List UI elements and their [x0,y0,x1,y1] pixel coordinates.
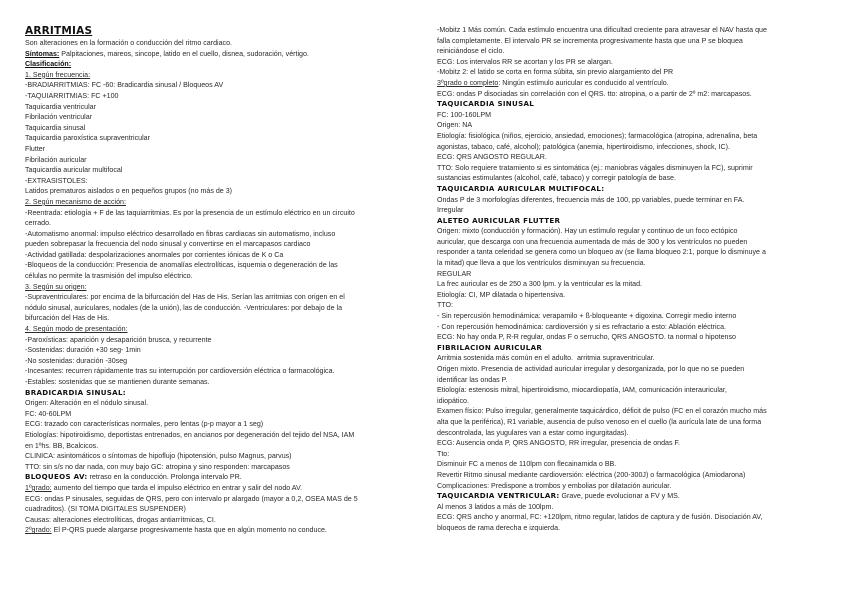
list-item: ECG: ondas P sinusales, seguidas de QRS, pero con intervalo pr alargado (mayor a 0,2, OSEA MAS de 5 [25,494,358,503]
intro-text: Son alteraciones en la formación o conducción del ritmo cardiaco. [25,39,233,47]
list-item: Disminuir FC a menos de 110lpm con flecainamida o BB. [437,460,617,469]
list-item: Taquicardia paroxística supraventricular [25,134,150,143]
list-item: sustancias estimulantes (alcohol, café, tabaco) y corregir patología de base. [437,174,676,183]
tam-heading: TAQUICARDIA AURICULAR MULTIFOCAL: [437,183,605,193]
fa-list [437,353,827,491]
flutter-heading: ALETEO AURICULAR FLUTTER [437,215,561,225]
list-item: Origen: mixto (conducción y formación). Hay un estímulo regular y continuo de un foco ectópico [437,227,738,236]
list-item: Ondas P de 3 morfologías diferentes, frecuencia más de 100, pp variables, puede terminar en FA. [437,195,745,204]
list-item: Flutter [25,144,46,153]
fa-heading: FIBRILACION AURICULAR [437,342,543,352]
av-heading-line [25,472,413,483]
list-item: CLINICA: asintomáticos o síntomas de hipoflujo (hipotensión, pulso Magnus, parvus) [25,452,292,461]
classification-heading: Clasificación: [25,60,72,69]
list-item: Fibrilación auricular [25,155,87,164]
list-item: Arritmia sostenida más común en el adulto. arritmia supraventricular. [437,354,655,363]
list-item: responder a tanta celeridad se genera como un bloqueo av (se llama bloqueo 2:1, porque lo disminuye a [437,248,766,257]
list-item: Latidos prematuros aislados o en pequeños grupos (no más de 3) [25,187,233,196]
list-item: TTO: Solo requiere tratamiento si es sintomática (ej.: maniobras vágales disminuyen la FC), suprimir [437,163,753,172]
list-item: bifurcación del Has de His. [25,314,110,323]
origin-list [25,292,413,324]
list-item: Examen físico: Pulso irregular, generalmente taquicárdico, déficit de pulso (FC en el corazón mucho más [437,407,767,416]
list-item: -BRADIARRITMIAS: FC -60: Bradicardia sinusal / Bloqueos AV [25,81,224,90]
mobitz-list [437,25,827,78]
list-item: -Actividad gatillada: despolarizaciones anormales por corrientes iónicas de K o Ca [25,250,284,259]
list-item: Origen: Alteración en el nódulo sinusal. [25,399,149,408]
list-item: -Reentrada: etiología + F de las taquiarritmias. Es por la presencia de un estímulo eléctrico en un circuito [25,208,355,217]
mode-heading: 4. Según modo de presentación: [25,325,128,334]
list-item: -No sostenidas: duración -30seg [25,356,128,365]
list-item: Irregular [437,206,464,215]
list-item: cerrado. [25,219,52,228]
right-column [437,25,827,534]
list-item: células no permite la trasmisión del impulso eléctrico. [25,272,193,281]
tv-heading: TAQUICARDIA VENTRICULAR: [437,491,560,501]
list-item: Taquicardia sinusal [25,123,86,132]
list-item: idiopático. [437,396,469,405]
list-item: -Sostenidas: duración +30 seg- 1min [25,346,141,355]
ts-list [437,110,827,184]
list-item: -Estables: sostenidas que se mantienen durante semanas. [25,378,210,386]
list-item: Etiologías: hipotiroidismo, deportistas entrenados, en ancianos por degeneración del tejido del NSA, IAM [25,430,355,439]
third-degree-text: : Ningún estímulo auricular es conducido al ventrículo. [498,78,669,87]
list-item: -Mobitz 2: el latido se corta en forma súbita, sin previo alargamiento del PR [437,68,674,77]
list-item: -Mobitz 1 Más común. Cada estímulo encuentra una dificultad creciente para atravesar el NAV hasta que [437,26,767,34]
list-item: agonistas, tabaco, café, alcohol); patológica (anemia, hipertiroidismo, infecciones, shock, IC). [437,142,730,151]
list-item: Taquicardia auricular multifocal [25,166,123,175]
list-item: bloqueos de rama derecha e izquierda. [437,523,561,532]
flutter-list [437,226,827,343]
av-first-label: 1ºgrado: [25,483,52,492]
origin-heading: 3. Según su origen: [25,282,87,291]
symptoms-label: Síntomas: [25,49,60,58]
list-item: ECG: QRS ANGOSTO REGULAR. [437,153,547,162]
list-item: Etiología: CI, MP dilatada o hipertensiva. [437,290,566,299]
list-item: TTO: sin s/s no dar nada, con muy bajo GC: atropina y sino responden: marcapasos [25,462,290,471]
list-item: Origen: NA [437,121,473,130]
freq-list [25,80,413,197]
list-item: -TAQUIARRITMIAS: FC +100 [25,91,119,100]
list-item: Tto: [437,449,450,458]
document-title: ARRITMIAS [25,25,93,37]
list-item: TTO: [437,301,454,310]
brady-list [25,398,413,472]
list-item: Al menos 3 latidos a más de 100lpm. [437,502,554,511]
list-item: -Automatismo anormal: impulso eléctrico desarrollado en fibras cardiacas sin automatismo, incluso [25,229,336,238]
list-item: identificar las ondas P. [437,375,508,384]
tam-list [437,195,827,216]
list-item: alta que la periférica), R1 variable, ausencia de pulso venoso en el cuello (la aurícula late de una forma [437,417,762,426]
list-item: - Sin repercusión hemodinámica: verapamilo + ß-bloqueante + digoxina. Corregir medio interno [437,312,737,321]
symptoms-line [25,49,413,60]
list-item: ECG: Ausencia onda P, QRS ANGOSTO, RR irregular, presencia de ondas F. [437,439,681,448]
list-item: ECG: trazado con características normales, pero lentas (p-p mayor a 1 seg) [25,420,264,429]
list-item: Etiología: fisiológica (niños, ejercicio, ansiedad, emociones); farmacológica (atropina, adrenalina, beta [437,131,758,140]
tv-intro: Grave, puede evolucionar a FV y MS. [559,492,680,501]
brady-heading: BRADICARDIA SINUSAL: [25,387,126,397]
list-item: -Bloqueos de la conducción: Presencia de anomalías electrolíticas, isquemia o degeneración de las [25,261,338,270]
symptoms-text: Palpitaciones, mareos, sincope, latido en el cuello, disnea, sudoración, vértigo. [59,49,309,58]
list-item: -Supraventriculares: por encima de la bifurcación del Has de His. Serían las arritmias con origen en el [25,293,345,302]
list-item: La frec auricular es de 250 a 300 lpm. y la ventricular es la mitad. [437,280,643,289]
third-degree-label: 3ºgrado o completo [437,78,499,87]
list-item: FC: 100-160LPM [437,110,492,119]
list-item: cuadraditos). (SI TOMA DIGITALES SUSPENDER) [25,505,186,514]
list-item: ECG: Los intervalos RR se acortan y los PR se alargan. [437,57,613,66]
tv-list [437,502,827,534]
list-item: descontrolada, las yugulares van a estar como ingurgitadas). [437,428,629,437]
mech-list [25,208,413,282]
third-degree-line [437,78,827,89]
list-item: ECG: QRS ancho y anormal, FC: +120lpm, ritmo regular, latidos de captura y de fusión. Disociación AV, [437,513,763,522]
list-item: Etiología: estenosis mitral, hipertiroidismo, miocardiopatía, IAM, comunicación interauricular, [437,386,727,395]
av-intro: retraso en la conducción. Prolonga intervalo PR. [87,473,242,482]
av-second-text: El P-QRS puede alargarse progresivamente hasta que en algún momento no conduce. [51,526,327,535]
list-item: ECG: No hay onda P, R-R regular, ondas F o serrucho, QRS ANGOSTO. ta normal o hipotenso [437,333,736,342]
list-item: en 1ºhs. BB, Bcalcicos. [25,441,99,450]
list-item: Taquicardia ventricular [25,102,96,111]
list-item: -Paroxísticas: aparición y desaparición brusca, y recurrente [25,335,212,344]
third-degree-ecg: ECG: ondas P disociadas sin correlación con el QRS. tto: atropina, o a partir de 2º m2: marcapasos. [437,89,752,98]
list-item: falla completamente. El intervalo PR se incrementa progresivamente hasta que una P se bloquea [437,36,743,45]
list-item: -Incesantes: recurren rápidamente tras su interrupción por cardioversión eléctrica o farmacológica. [25,367,335,376]
list-item: reiniciándose el ciclo. [437,47,505,56]
list-item: la mitad) que lleva a que los ventrículos disminuyan su frecuencia. [437,259,646,268]
list-item: FC: 40-60LPM [25,409,72,418]
list-item: Fibrilación ventricular [25,113,93,122]
av-second-label: 2ºgrado: [25,526,52,535]
list-item: - Con repercusión hemodinámica: cardioversión y si es refractario a esto: Ablación eléctrica. [437,322,727,331]
list-item: Revertir Ritmo sinusal mediante cardioversión: eléctrica (200-300J) o farmacológica (Amiodarona) [437,470,746,479]
left-column [25,24,413,536]
list-item: Complicaciones: Predispone a trombos y embolias por dilatación auricular. [437,481,672,490]
tv-heading-line [437,491,827,502]
list-item: auricular, que descarga con una frecuencia aumentada de más de 300 y los ventrículos no pueden [437,237,748,246]
av-first-line [25,483,413,494]
mode-list [25,335,413,388]
ts-heading: TAQUICARDIA SINUSAL [437,99,535,109]
list-item: Causas: alteraciones electrolíticas, drogas antiarrítmicas, CI. [25,515,216,524]
mech-heading: 2. Según mecanismo de acción: [25,197,126,206]
list-item: nódulo sinusal, auriculares, nodales (de la unión), las de conducción. -Ventriculares: por debajo de la [25,303,343,312]
list-item: REGULAR [437,269,472,278]
av-second-line [25,525,413,536]
list-item: -EXTRASISTOLES: [25,176,88,185]
list-item: Origen mixto. Presencia de actividad auricular irregular y desorganizada, por lo que no se pueden [437,365,745,373]
av-heading: BLOQUEOS AV: [25,472,88,482]
av-list [25,494,413,526]
list-item: pueden sobrepasar la frecuencia del nodo sinusal y convertirse en el marcapasos cardiaco [25,240,311,249]
av-first-text: aumento del tiempo que tarda el impulso eléctrico en entrar y salir del nodo AV. [51,483,303,492]
freq-heading: 1. Según frecuencia: [25,70,91,79]
